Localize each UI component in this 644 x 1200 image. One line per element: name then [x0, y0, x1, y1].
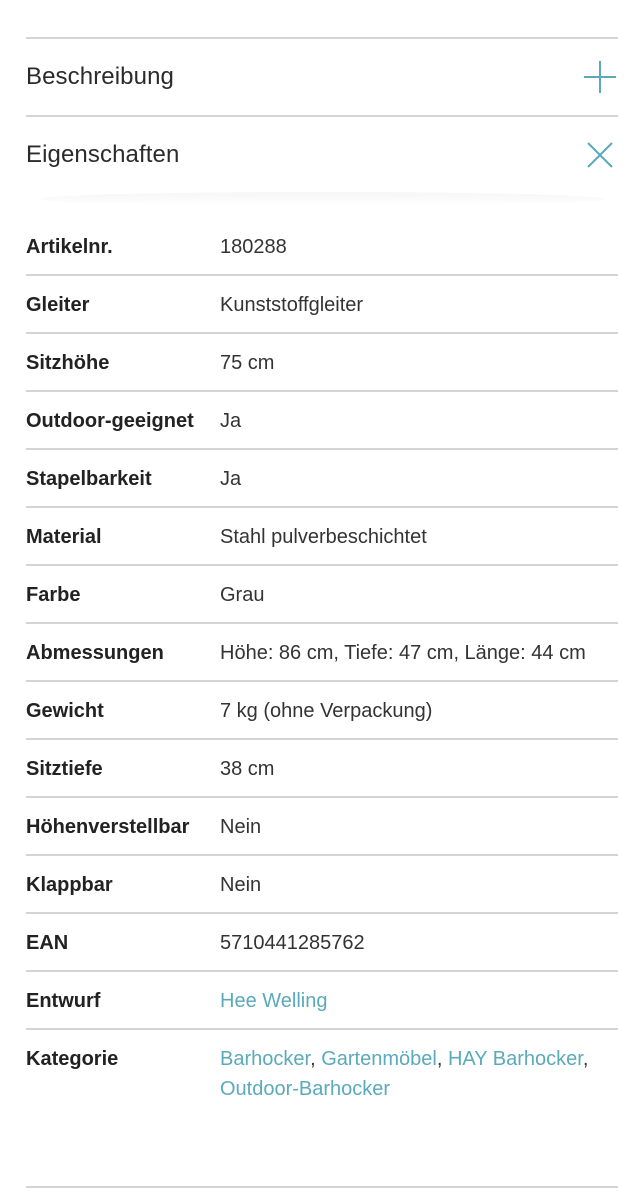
- close-icon[interactable]: [582, 137, 618, 173]
- property-row: [26, 333, 618, 391]
- category-link[interactable]: Outdoor-Barhocker: [220, 1078, 391, 1100]
- property-label: Artikelnr.: [26, 218, 220, 275]
- property-label: Stapelbarkeit: [26, 449, 220, 507]
- property-row: [26, 913, 618, 971]
- accordion-description-title: Beschreibung: [26, 63, 174, 90]
- property-label: Gewicht: [26, 681, 220, 739]
- property-row: [26, 565, 618, 623]
- property-value: Ja: [220, 391, 618, 449]
- category-link[interactable]: Barhocker: [220, 1048, 311, 1070]
- property-value: Kunststoffgleiter: [220, 275, 618, 333]
- designer-link[interactable]: Hee Welling: [220, 990, 328, 1012]
- property-value: Höhe: 86 cm, Tiefe: 47 cm, Länge: 44 cm: [220, 623, 618, 681]
- separator: ,: [310, 1048, 322, 1070]
- property-value: [220, 1029, 618, 1116]
- plus-icon[interactable]: [582, 59, 618, 95]
- property-label: Outdoor-geeignet: [26, 391, 220, 449]
- separator: ,: [582, 1048, 589, 1070]
- property-row: [26, 855, 618, 913]
- property-label: Entwurf: [26, 971, 220, 1029]
- property-label: Kategorie: [26, 1048, 119, 1070]
- property-value: Nein: [220, 855, 618, 913]
- accordion-description-header[interactable]: [26, 39, 618, 115]
- property-row: [26, 218, 618, 275]
- property-label: Abmessungen: [26, 623, 220, 681]
- property-value: Grau: [220, 565, 618, 623]
- property-row: [26, 391, 618, 449]
- accordion-properties-header[interactable]: [26, 117, 618, 193]
- property-value: Ja: [220, 449, 618, 507]
- property-value: 180288: [220, 218, 618, 275]
- property-label: Klappbar: [26, 855, 220, 913]
- category-link[interactable]: HAY Barhocker: [447, 1048, 583, 1070]
- property-row: [26, 681, 618, 739]
- property-row: [26, 1029, 618, 1116]
- property-row: [26, 739, 618, 797]
- property-row: [26, 449, 618, 507]
- property-label: Sitztiefe: [26, 739, 220, 797]
- divider: [26, 1186, 618, 1188]
- property-value: Stahl pulverbeschichtet: [220, 507, 618, 565]
- category-link[interactable]: Gartenmöbel: [321, 1048, 437, 1070]
- property-value: [220, 971, 618, 1029]
- separator: ,: [436, 1048, 448, 1070]
- property-label: EAN: [26, 913, 220, 971]
- property-value: Nein: [220, 797, 618, 855]
- property-label: Sitzhöhe: [26, 333, 220, 391]
- property-row: [26, 275, 618, 333]
- property-value: 38 cm: [220, 739, 618, 797]
- property-label: Farbe: [26, 565, 220, 623]
- property-row: [26, 971, 618, 1029]
- property-row: [26, 797, 618, 855]
- accordion-header-shadow: [40, 192, 604, 206]
- accordion-properties-title: Eigenschaften: [26, 141, 180, 168]
- property-row: [26, 507, 618, 565]
- property-label: Gleiter: [26, 275, 220, 333]
- property-value: 7 kg (ohne Verpackung): [220, 681, 618, 739]
- property-value: 75 cm: [220, 333, 618, 391]
- property-value: 5710441285762: [220, 913, 618, 971]
- property-label: Höhenverstellbar: [26, 797, 220, 855]
- properties-table: [26, 218, 618, 1116]
- property-label: Material: [26, 507, 220, 565]
- property-row: [26, 623, 618, 681]
